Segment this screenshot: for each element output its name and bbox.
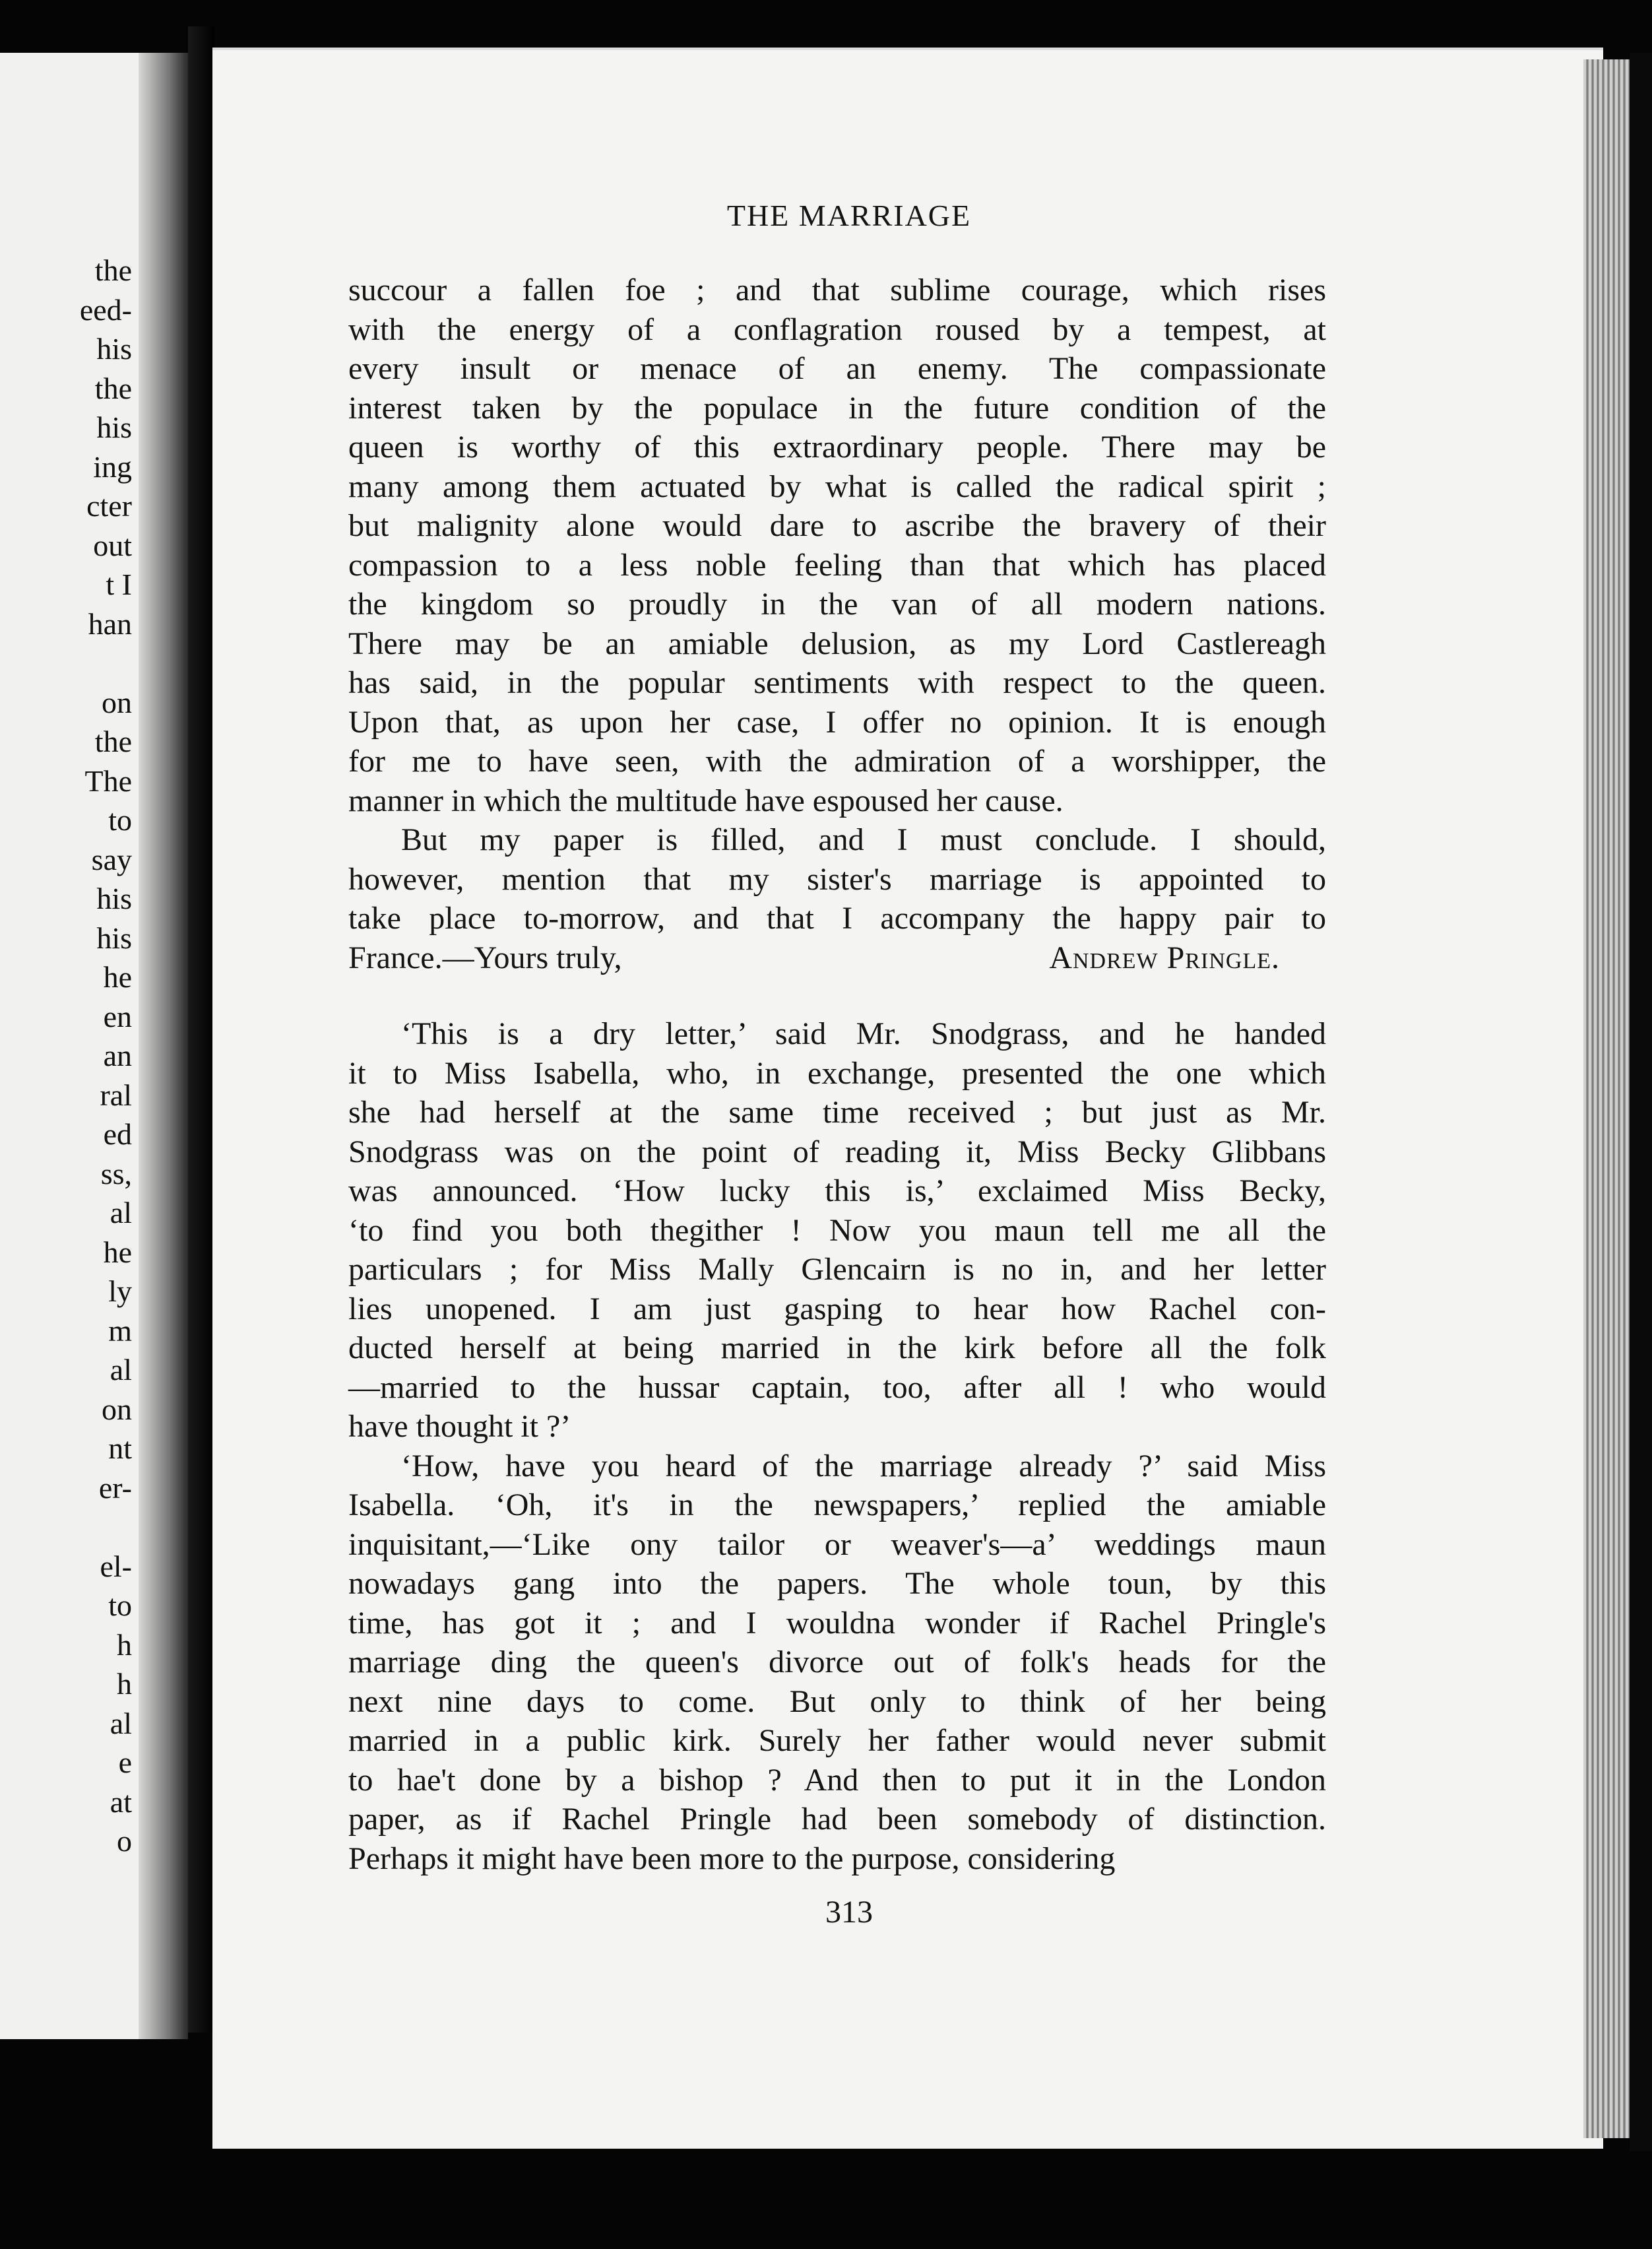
text-line: nowadays gang into the papers. The whole toun, by this [348, 1566, 1326, 1601]
facing-page-fragment: he [103, 1235, 132, 1269]
text-line: many among them actuated by what is called the radical spirit ; [348, 469, 1326, 504]
text-line: Isabella. ‘Oh, it's in the newspapers,’ replied the amiable [348, 1487, 1326, 1522]
facing-page-fragment: to [108, 1588, 132, 1622]
text-line: interest taken by the populace in the future condition of the [348, 390, 1326, 426]
body-text [348, 271, 1326, 1878]
facing-page-fragment: nt [108, 1431, 132, 1465]
facing-page-fragment: an [103, 1039, 132, 1072]
facing-page-fragment: out [93, 528, 132, 562]
facing-page-fragment: his [96, 410, 132, 444]
paragraph [348, 271, 1326, 820]
text-line: —married to the hussar captain, too, after all ! who would [348, 1369, 1326, 1405]
left-gutter-shadow [139, 53, 188, 2039]
text-line: she had herself at the same time received ; but just as Mr. [348, 1095, 1326, 1130]
facing-page-fragment: ly [108, 1274, 132, 1308]
signature: Andrew Pringle. [1049, 940, 1280, 975]
text-line: inquisitant,—‘Like ony tailor or weaver's—a’ weddings maun [348, 1526, 1326, 1562]
text-line: time, has got it ; and I wouldna wonder if Rachel Pringle's [348, 1605, 1326, 1641]
facing-page-fragment: h [117, 1667, 132, 1701]
letter-closing [348, 938, 1326, 978]
facing-page-fragment: cter [86, 489, 132, 523]
text-line: There may be an amiable delusion, as my Lord Castlereagh [348, 626, 1326, 661]
text-line: every insult or menace of an enemy. The compassionate [348, 351, 1326, 386]
text-line: particulars ; for Miss Mally Glencairn is no in, and her letter [348, 1252, 1326, 1287]
facing-page-fragment: the [94, 725, 132, 758]
facing-page-fragment: on [102, 1392, 132, 1426]
text-line: Upon that, as upon her case, I offer no opinion. It is enough [348, 704, 1326, 740]
text-line: ‘How, have you heard of the marriage already ?’ said Miss [401, 1448, 1326, 1483]
facing-page-fragment: at [110, 1784, 132, 1819]
facing-page-fragment [0, 643, 132, 683]
text-line: compassion to a less noble feeling than that which has placed [348, 547, 1326, 583]
text-line: the kingdom so proudly in the van of all modern nations. [348, 587, 1326, 622]
facing-page-fragment: al [110, 1353, 132, 1386]
facing-page-fragment [0, 1507, 132, 1547]
facing-page-fragment: on [102, 685, 132, 719]
facing-page-fragment: al [110, 1196, 132, 1229]
text-line: for me to have seen, with the admiration of a worshipper, the [348, 744, 1326, 779]
facing-page-fragment: he [103, 960, 132, 994]
text-line: manner in which the multitude have espoused her cause. [348, 783, 1064, 818]
narrative-text [348, 1014, 1326, 1878]
text-line: with the energy of a conflagration roused by a tempest, at [348, 311, 1326, 347]
facing-page-left [0, 53, 188, 2039]
facing-page-fragment: e [118, 1745, 132, 1779]
text-line: ducted herself at being married in the kirk before all the folk [348, 1330, 1326, 1365]
text-line: have thought it ?’ [348, 1409, 571, 1444]
paragraph [348, 820, 1326, 938]
closing-text: France.—Yours truly, [348, 940, 622, 975]
facing-page-fragment: o [117, 1824, 132, 1858]
text-line: lies unopened. I am just gasping to hear how Rachel con- [348, 1291, 1326, 1326]
text-line: But my paper is filled, and I must conclude. I should, [401, 822, 1326, 857]
facing-page-fragment: el- [100, 1549, 132, 1583]
facing-page-fragment: The [84, 764, 132, 798]
facing-page-fragment: eed- [79, 292, 132, 327]
facing-page-fragment: the [94, 371, 132, 405]
facing-page-fragment: t I [106, 568, 132, 601]
page-edge-shadow [1630, 53, 1652, 2151]
text-line: married in a public kirk. Surely her father would never submit [348, 1723, 1326, 1758]
facing-page-fragment: his [96, 332, 132, 366]
facing-page-fragment: m [108, 1313, 132, 1348]
text-line: has said, in the popular sentiments with respect to the queen. [348, 665, 1326, 700]
paragraph [348, 1014, 1326, 1447]
text-line: was announced. ‘How lucky this is,’ exclaimed Miss Becky, [348, 1173, 1326, 1208]
facing-page-fragment: ral [100, 1078, 132, 1112]
page-stack-edges [1583, 59, 1635, 2138]
text-line: however, mention that my sister's marriage is appointed to [348, 861, 1326, 897]
facing-page-fragment: the [94, 253, 132, 287]
text-line: to hae't done by a bishop ? And then to put it in the London [348, 1762, 1326, 1798]
facing-page-fragment: al [110, 1706, 132, 1740]
text-line: paper, as if Rachel Pringle had been somebody of distinction. [348, 1802, 1326, 1837]
text-line: ‘This is a dry letter,’ said Mr. Snodgrass, and he handed [401, 1016, 1326, 1051]
text-line: Snodgrass was on the point of reading it, Miss Becky Glibbans [348, 1134, 1326, 1169]
facing-page-fragments [0, 251, 132, 1861]
facing-page-fragment: ing [93, 449, 132, 484]
text-line: ‘to find you both thegither ! Now you maun tell me all the [348, 1212, 1326, 1248]
page-number: 313 [825, 1895, 873, 1930]
facing-page-fragment: his [96, 921, 132, 955]
facing-page-fragment: en [103, 999, 132, 1033]
text-line: it to Miss Isabella, who, in exchange, presented the one which [348, 1055, 1326, 1091]
paragraph [348, 1447, 1326, 1879]
text-line: Perhaps it might have been more to the purpose, considering [348, 1841, 1116, 1876]
text-line: take place to-morrow, and that I accompany the happy pair to [348, 901, 1326, 936]
text-line: marriage ding the queen's divorce out of folk's heads for the [348, 1645, 1326, 1679]
facing-page-fragment: han [88, 606, 132, 641]
facing-page-fragment: say [91, 842, 132, 876]
text-line: next nine days to come. But only to think of her being [348, 1683, 1326, 1719]
text-line: queen is worthy of this extraordinary people. There may be [348, 430, 1326, 465]
facing-page-fragment: his [96, 882, 132, 915]
section-gap [348, 977, 1326, 1014]
running-head: THE MARRIAGE [726, 199, 972, 232]
facing-page-fragment: to [108, 803, 132, 837]
facing-page-fragment: er- [98, 1470, 132, 1505]
text-line: succour a fallen foe ; and that sublime courage, which rises [348, 273, 1326, 308]
text-line: but malignity alone would dare to ascribe the bravery of their [348, 508, 1326, 543]
letter-text [348, 271, 1326, 938]
book-spine [188, 26, 214, 2033]
facing-page-fragment: h [117, 1627, 132, 1662]
facing-page-fragment: ed [103, 1117, 132, 1151]
facing-page-fragment: ss, [100, 1156, 132, 1190]
